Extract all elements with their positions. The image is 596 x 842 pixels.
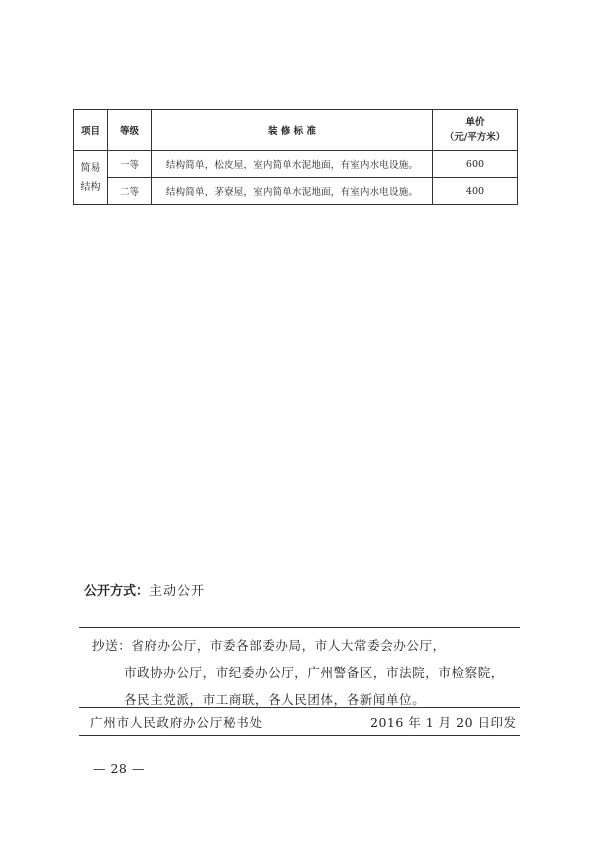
table-header-row (74, 110, 518, 151)
header-grade: 等级 (108, 110, 152, 151)
group-label-line1: 简易 (80, 162, 101, 174)
disclosure-method (84, 580, 205, 599)
cc-line-2: 市政协办公厅，市纪委办公厅，广州警备区，市法院，市检察院， (124, 665, 504, 680)
group-label (74, 151, 108, 205)
row-grade: 一等 (108, 151, 152, 178)
table-row (74, 151, 518, 178)
cc-line-3: 各民主党派，市工商联，各人民团体，各新闻单位。 (124, 692, 426, 707)
table-row (74, 178, 518, 205)
cc-block (92, 632, 504, 713)
header-standard: 装 修 标 准 (152, 110, 433, 151)
header-unit-price (433, 110, 518, 151)
cc-recipients-1: 省府办公厅，市委各部委办局，市人大常委会办公厅， (131, 638, 446, 653)
row-grade: 二等 (108, 178, 152, 205)
row-price: 400 (433, 178, 518, 205)
fee-standard-table-container (73, 109, 517, 205)
issue-date: 2016 年 1 月 20 日印发 (370, 715, 517, 730)
disclosure-value: 主动公开 (149, 584, 206, 599)
page-number: — 28 — (93, 761, 145, 776)
divider-middle (79, 707, 520, 708)
cc-line-1 (92, 632, 504, 659)
divider-bottom (79, 735, 520, 736)
disclosure-label: 公开方式： (84, 584, 150, 599)
cc-label: 抄送： (92, 638, 132, 653)
header-project: 项目 (74, 110, 108, 151)
group-label-line2: 结构 (80, 181, 101, 193)
row-standard: 结构简单，茅寮屋，室内简单水泥地面，有室内水电设施。 (152, 178, 433, 205)
divider-top (79, 627, 520, 628)
header-unit-price-line2: （元/平方米） (444, 132, 506, 143)
fee-standard-table (73, 109, 518, 205)
header-unit-price-line1: 单价 (465, 117, 485, 128)
issuer: 广州市人民政府办公厅秘书处 (90, 715, 263, 730)
row-price: 600 (433, 151, 518, 178)
row-standard: 结构简单，松皮屋，室内简单水泥地面，有室内水电设施。 (152, 151, 433, 178)
